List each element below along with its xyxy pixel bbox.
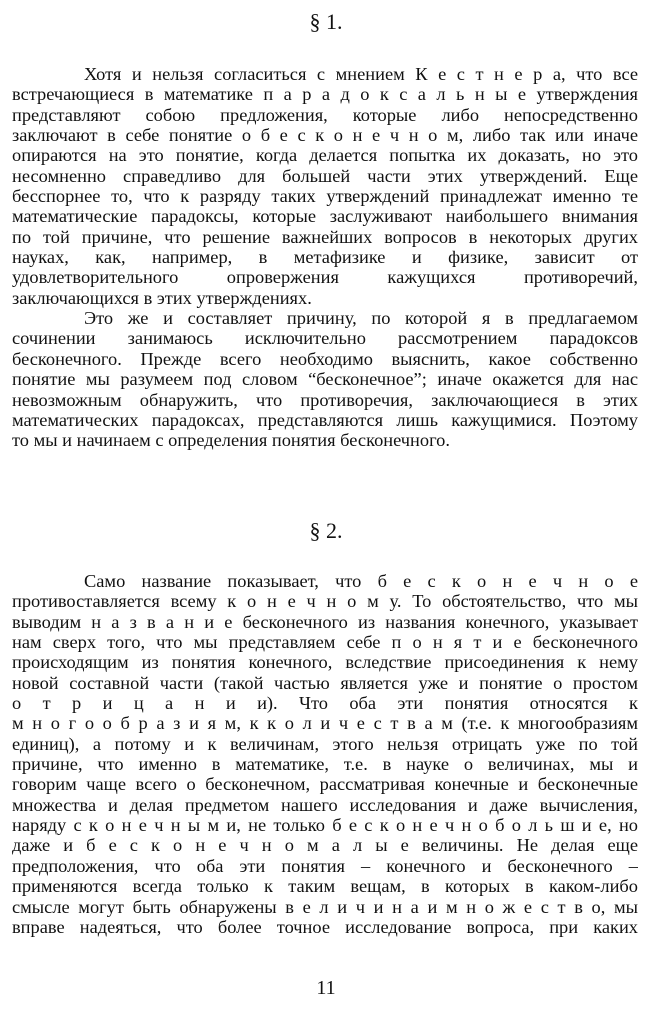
paragraph-line: опираются на это понятие, когда делается попытка их доказать, но это [12,145,638,166]
paragraph-line: новой составной части (такой частью является уже и понятие о простом [12,672,638,693]
paragraph-line: даже и б е с к о н е ч н о м а л ы е величины. Не делая еще [12,835,638,856]
paragraph-line: удовлетворительного опровержения кажущихся противоречий, [12,267,638,288]
paragraph-line: бесспорнее то, что к разряду таких утверждений принадлежат именно те [12,186,638,207]
paragraph-line: наряду с к о н е ч н ы м и, не только б е с к о н е ч н о б о л ь ш и е, но [12,815,638,836]
paragraph-line: множества и делая предметом нашего исследования и даже вычисления, [12,794,638,815]
paragraph-line: м н о г о о б р а з и я м, к к о л и ч е с т в а м (т.е. к многообразиям [12,713,638,734]
paragraph-line: встречающиеся в математике п а р а д о к с а л ь н ы е утверждения [12,84,638,105]
paragraph-line: противоставляется всему к о н е ч н о м у. То обстоятельство, что мы [12,591,638,612]
paragraph-line: понятие мы разумеем под словом “бесконечное”; иначе окажется для нас [12,369,638,390]
paragraph-line: о т р и ц а н и и). Что оба эти понятия относятся к [12,693,638,714]
paragraph-line: математических парадоксах, представляются лишь кажущимися. Поэтому [12,409,638,430]
section-1-title: § 1. [309,9,343,34]
paragraph-line: нам сверх того, что мы представляем себе п о н я т и е бесконечного [12,632,638,653]
paragraph-line: смысле могут быть обнаружены в е л и ч и н а и м н о ж е с т в о, мы [12,896,638,917]
paragraph-line: выводим н а з в а н и е бесконечного из названия конечного, указывает [12,611,638,632]
paragraph-line: предположения, что оба эти понятия – конечного и бесконечного – [12,855,638,876]
paragraph-line: говорим чаще всего о бесконечном, рассматривая конечные и бесконечные [12,774,638,795]
paragraph-line: по той причине, что решение важнейших вопросов в некоторых других [12,226,638,247]
paragraph-line: несомненно справедливо для большей части этих утверждений. Еще [12,165,638,186]
page-number: 11 [316,977,336,999]
paragraph-line: невозможным обнаружить, что противоречия, заключающиеся в этих [12,389,638,410]
paragraph-line: вправе надеяться, что более точное исследование вопроса, при каких [12,916,638,937]
paragraph-line: единиц), а потому и к величинам, этого нельзя отрицать уже по той [12,733,638,754]
paragraph-line: применяются всегда только к таким вещам, в которых в каком-либо [12,876,638,897]
paragraph-line: представляют собою предложения, которые либо непосредственно [12,104,638,125]
paragraph-line: математические парадоксы, которые заслуживают наибольшего внимания [12,206,638,227]
paragraph-line: причине, что именно в математике, т.е. в науке о величинах, мы и [12,754,638,775]
paragraph-line: то мы и начинаем с определения понятия бесконечного. [12,430,450,451]
paragraph-line: сочинении занимаюсь исключительно рассмотрением парадоксов [12,328,638,349]
paragraph-line: бесконечного. Прежде всего необходимо выяснить, какое собственно [12,348,638,369]
paragraph-line: Хотя и нельзя согласиться с мнением К е с т н е р а, что все [84,64,638,84]
paragraph-line: Само название показывает, что б е с к о н е ч н о е [84,571,638,591]
paragraph-line: Это же и составляет причину, по которой я в предлагаемом [84,308,638,329]
paragraph-line: заключают в себе понятие о б е с к о н е ч н о м, либо так или иначе [12,125,638,146]
section-1-body [12,64,638,451]
paragraph-line: науках, как, например, в метафизике и физике, зависит от [12,247,638,268]
section-2-body [12,571,638,937]
section-2-title: § 2. [309,518,343,543]
paragraph-line: заключающихся в этих утверждениях. [12,287,312,308]
paragraph-line: происходящим из понятия конечного, вследствие присоединения к нему [12,652,638,673]
